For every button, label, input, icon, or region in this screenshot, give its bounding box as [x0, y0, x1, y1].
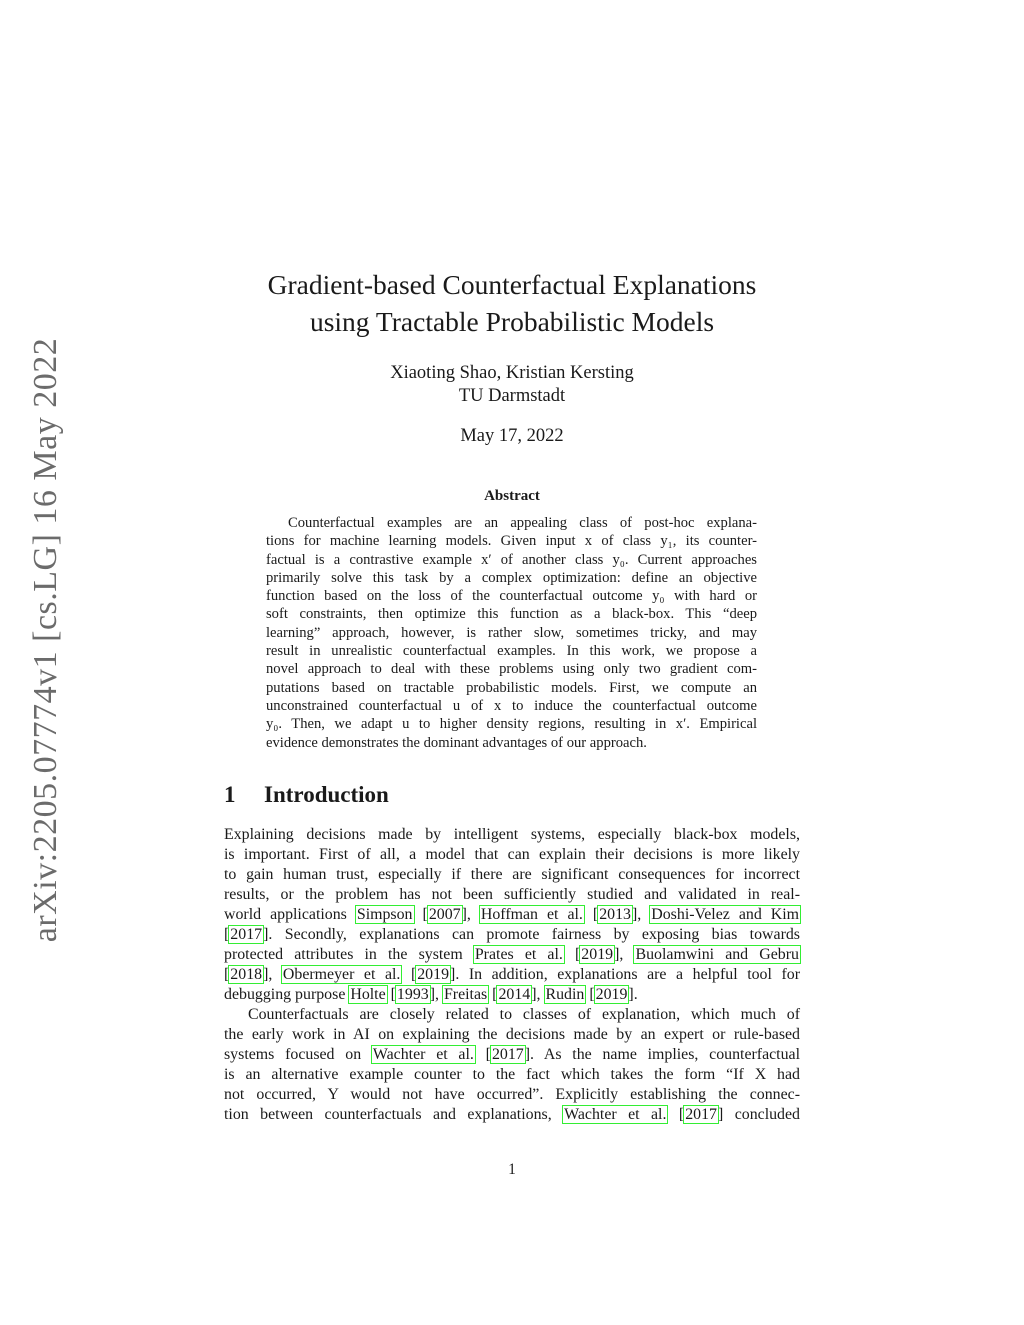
abstract-line: soft constraints, then optimize this function as a black-box. This “deep — [266, 606, 757, 623]
body-text: world applications — [224, 906, 356, 923]
section-heading-introduction — [224, 782, 389, 808]
arxiv-identifier: arXiv:2205.07774v1 [cs.LG] 16 May 2022 — [27, 337, 64, 943]
paper-title — [224, 266, 800, 340]
body-line: not occurred, Y would not have occurred”. Explicitly establishing the connec- — [224, 1086, 800, 1103]
abstract-line: evidence demonstrates the dominant advantages of our approach. — [266, 734, 647, 751]
body-line: debugging purpose Holte [1993], Freitas [2014], Rudin [2019]. — [224, 986, 638, 1003]
body-text: tion between counterfactuals and explanations, — [224, 1106, 564, 1123]
body-line: tion between counterfactuals and explanations, Wachter et al. [2017] concluded — [224, 1106, 801, 1123]
abstract-text — [266, 514, 757, 752]
abstract-line: novel approach to deal with these problems using only two gradient com- — [266, 661, 757, 678]
abstract-line: putations based on tractable probabilistic models. First, we compute an — [266, 679, 757, 696]
citation-year-link[interactable]: 2007 — [428, 906, 461, 923]
body-text: concluded — [723, 1106, 801, 1123]
body-line: the early work in AI on explaining the decisions made by an expert or rule-based — [224, 1026, 800, 1043]
body-text: debugging purpose — [224, 986, 350, 1003]
citation-year-link[interactable]: 2017 — [685, 1106, 717, 1123]
author-block — [224, 362, 800, 408]
body-line: results, or the problem has not been sufficiently studied and validated in real- — [224, 886, 800, 903]
title-line-2: using Tractable Probabilistic Models — [309, 306, 715, 337]
citation-year-link[interactable]: 2017 — [491, 1046, 524, 1063]
title-line-1: Gradient-based Counterfactual Explanations — [267, 269, 757, 300]
citation-year-link[interactable]: 2019 — [417, 966, 450, 983]
abstract-line: primarily solve this task by a complex optimization: define an objective — [266, 569, 757, 586]
abstract-line: unconstrained counterfactual u of x to induce the counterfactual outcome — [266, 697, 757, 714]
section-title: Introduction — [264, 782, 389, 807]
author-names: Xiaoting Shao, Kristian Kersting — [390, 363, 634, 383]
body-text: . Secondly, explanations can promote fairness by exposing bias towards — [268, 926, 800, 943]
body-line: [2018], Obermeyer et al. [2019]. In addition, explanations are a helpful tool for — [224, 966, 800, 983]
citation-year-link[interactable]: 2019 — [595, 986, 628, 1003]
abstract-line: Counterfactual examples are an appealing class of post-hoc explana- — [288, 515, 757, 531]
citation-year-link[interactable]: 2013 — [599, 906, 631, 923]
publication-date: May 17, 2022 — [460, 426, 564, 446]
affiliation: TU Darmstadt — [458, 386, 566, 406]
citation-link[interactable]: Rudin — [545, 986, 585, 1003]
abstract-heading: Abstract — [484, 488, 540, 504]
body-line: to gain human trust, especially if there are significant consequences for incorrect — [224, 866, 800, 883]
citation-link[interactable]: Obermeyer et al. — [282, 966, 401, 983]
citation-link[interactable]: Holte — [350, 986, 386, 1003]
body-line: systems focused on Wachter et al. [2017]. As the name implies, counterfactual — [224, 1046, 801, 1063]
body-text: protected attributes in the system — [224, 946, 474, 963]
citation-year-link[interactable]: 2017 — [230, 926, 263, 943]
abstract-line: learning” approach, however, is rather slow, sometimes tricky, and may — [266, 624, 757, 641]
citation-link[interactable]: Prates et al. — [474, 946, 563, 963]
citation-link[interactable]: Freitas — [443, 986, 488, 1003]
body-line: Explaining decisions made by intelligent systems, especially black-box models, — [224, 826, 800, 843]
abstract-line: y₀. Then, we adapt u to higher density regions, resulting in x′. Empirical — [266, 716, 757, 733]
introduction-body — [224, 825, 800, 1125]
body-text: . In addition, explanations are a helpful tool for — [455, 966, 800, 983]
citation-year-link[interactable]: 2014 — [498, 986, 531, 1003]
citation-link[interactable]: Buolamwini and Gebru — [635, 946, 799, 963]
body-text: systems focused on — [224, 1046, 372, 1063]
body-line: Counterfactuals are closely related to classes of explanation, which much of — [248, 1006, 800, 1023]
abstract-line: factual is a contrastive example x′ of another class y₀. Current approaches — [266, 551, 757, 568]
body-line: is an alternative example counter to the fact which takes the form “If X had — [224, 1066, 800, 1083]
citation-link[interactable]: Doshi-Velez and Kim — [651, 906, 800, 923]
abstract-line: result in unrealistic counterfactual examples. In this work, we propose a — [266, 643, 757, 660]
body-line: world applications Simpson [2007], Hoffman et al. [2013], Doshi-Velez and Kim — [224, 906, 800, 923]
body-line: [2017]. Secondly, explanations can promote fairness by exposing bias towards — [224, 926, 800, 943]
citation-year-link[interactable]: 2018 — [230, 966, 263, 983]
abstract-line: function based on the loss of the counterfactual outcome y₀ with hard or — [266, 588, 757, 605]
citation-year-link[interactable]: 1993 — [396, 986, 429, 1003]
citation-link[interactable]: Wachter et al. — [372, 1046, 474, 1063]
citation-link[interactable]: Simpson — [356, 906, 413, 923]
citation-link[interactable]: Hoffman et al. — [480, 906, 583, 923]
body-line: is important. First of all, a model that can explain their decisions is more likely — [224, 846, 800, 863]
body-text: . As the name implies, counterfactual — [530, 1046, 801, 1063]
body-line: protected attributes in the system Prates et al. [2019], Buolamwini and Gebru — [224, 946, 799, 963]
section-number: 1 — [224, 782, 236, 807]
abstract-line: tions for machine learning models. Given input x of class y₁, its counter- — [266, 533, 757, 550]
citation-link[interactable]: Wachter et al. — [564, 1106, 667, 1123]
page-number: 1 — [508, 1161, 516, 1178]
citation-year-link[interactable]: 2019 — [581, 946, 614, 963]
